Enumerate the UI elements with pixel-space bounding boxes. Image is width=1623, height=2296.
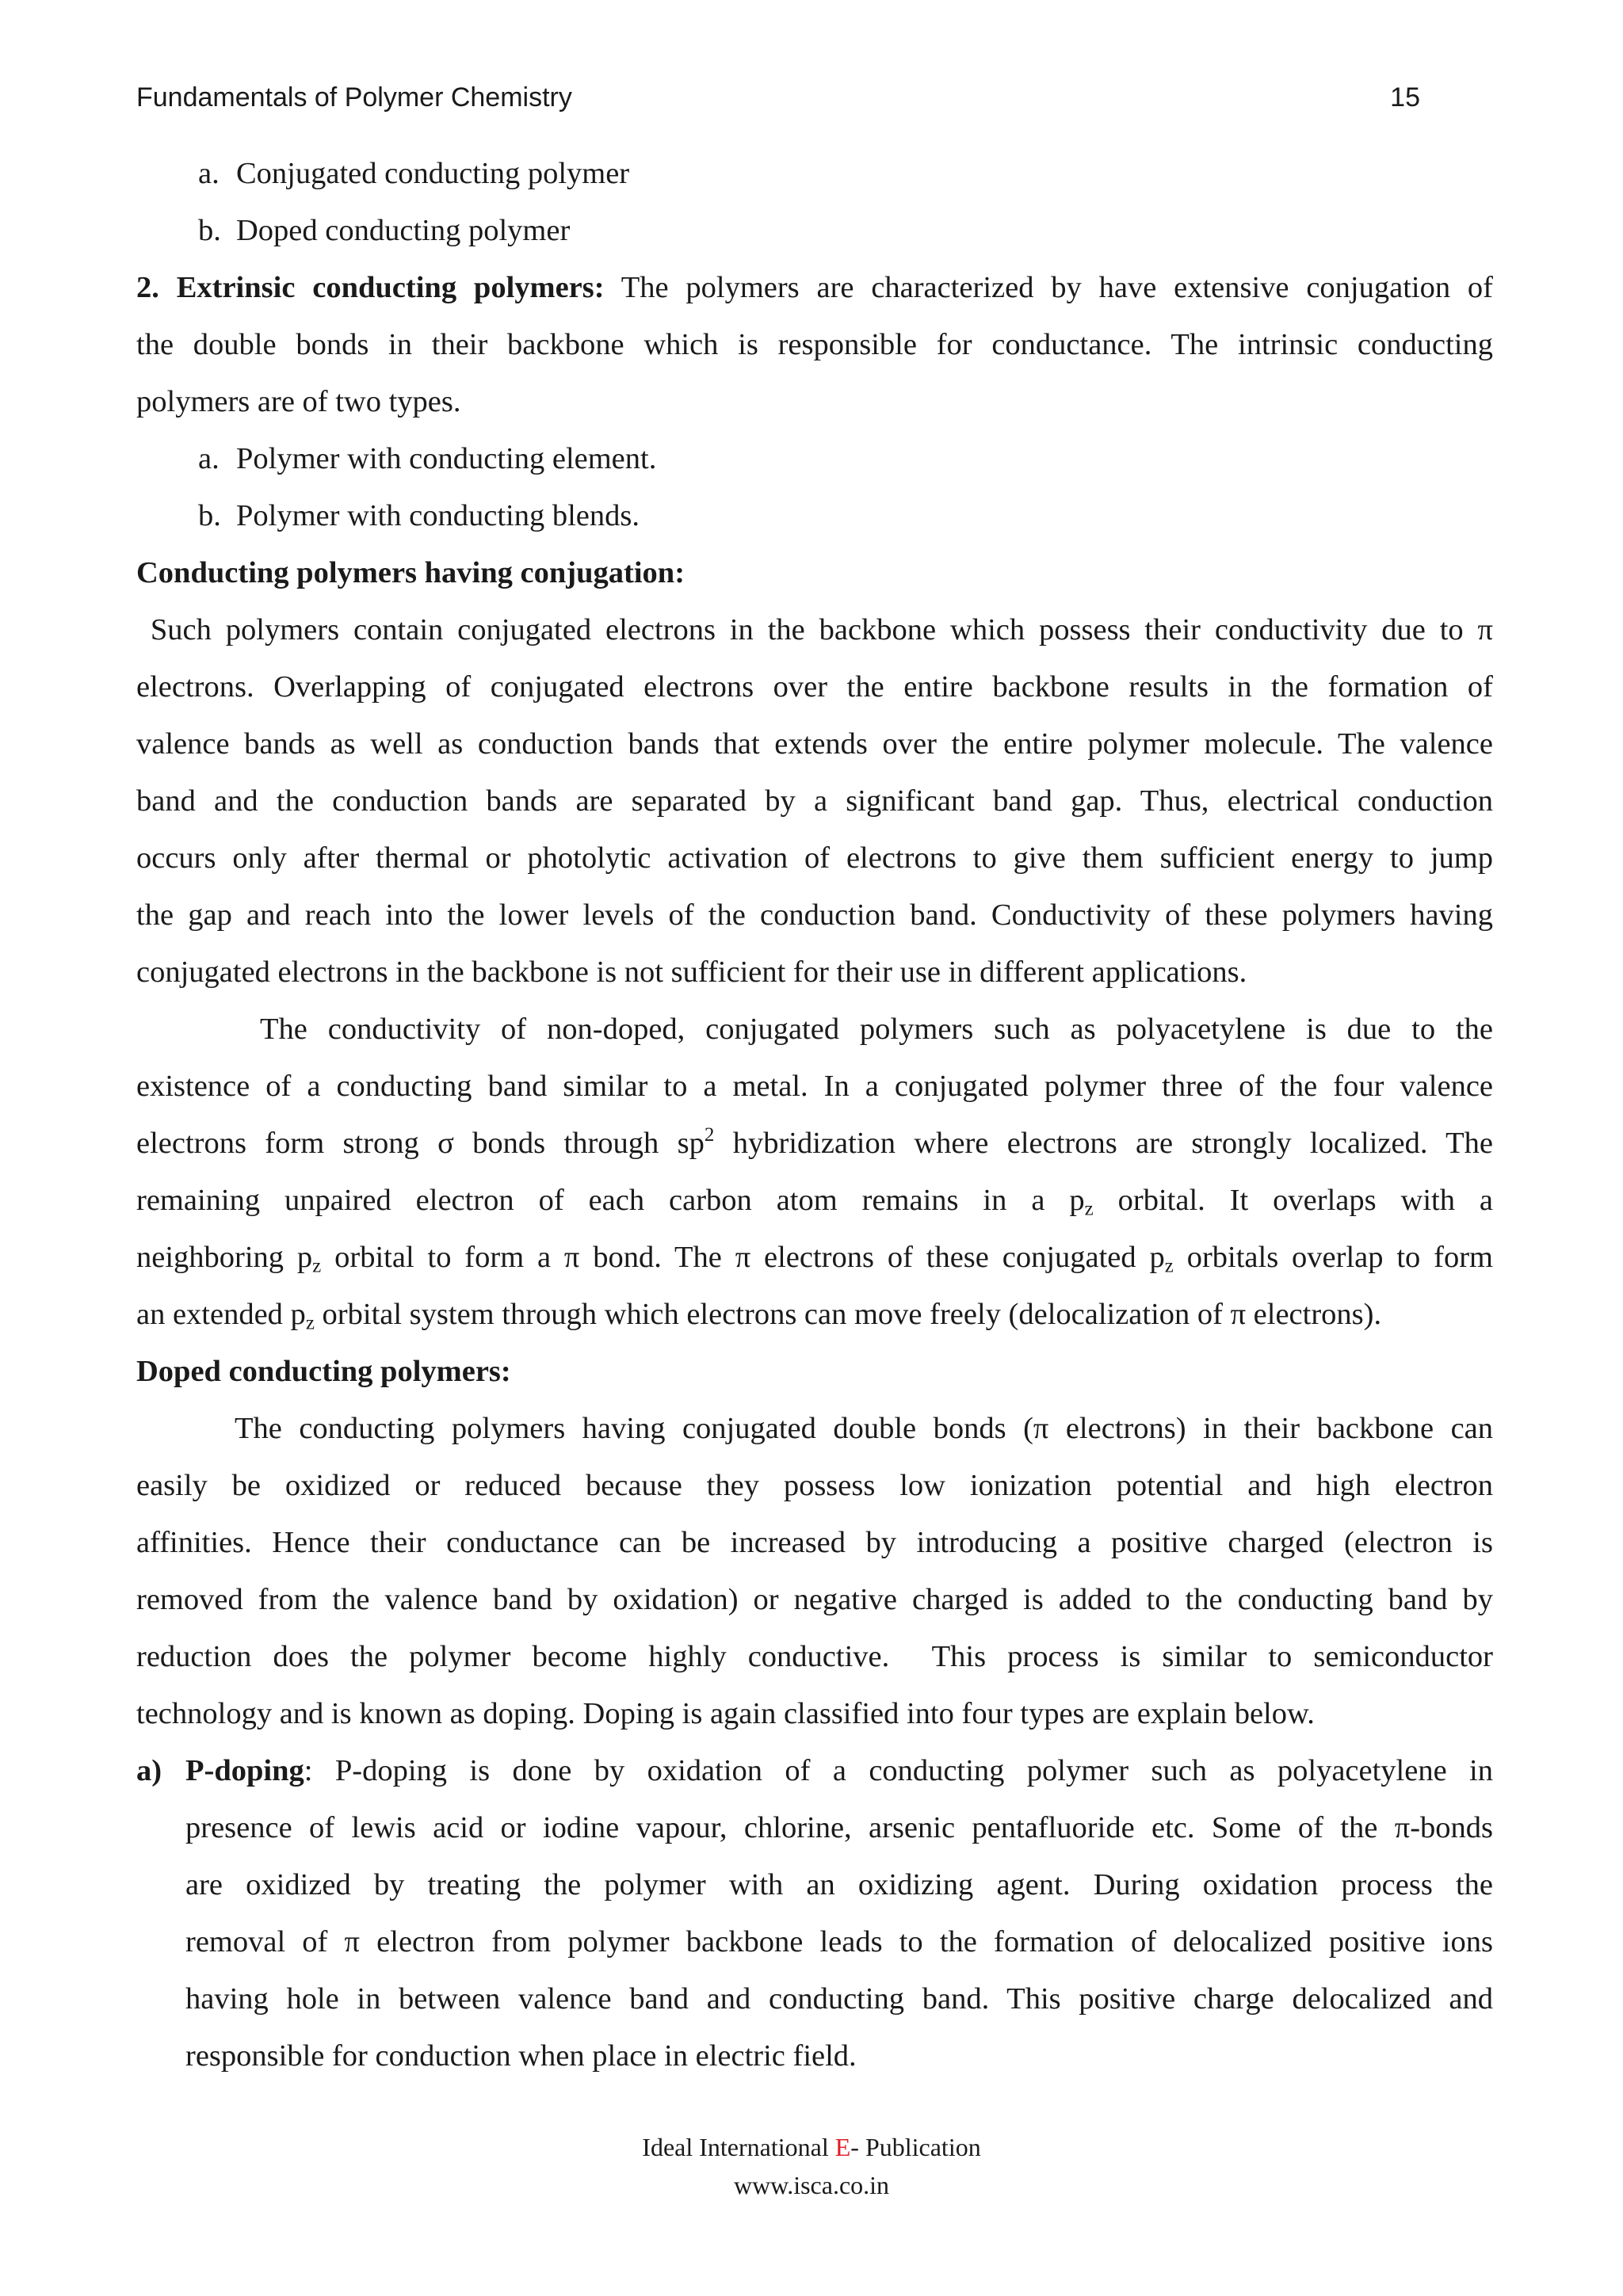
subscript: z [1084, 1198, 1094, 1220]
paragraph-line: removed from the valence band by oxidation) or negative charged is added to the conducting band by [136, 1583, 1493, 1616]
paragraph-line: reduction does the polymer become highly conductive. This process is similar to semiconductor [136, 1640, 1493, 1673]
paragraph-line [136, 1286, 1493, 1343]
list-marker: a) [136, 1754, 162, 1787]
paragraph-line: existence of a conducting band similar to a metal. In a conjugated polymer three of the four valence [136, 1070, 1493, 1103]
list-item [136, 145, 1493, 202]
paragraph-line: The conductivity of non-doped, conjugated polymers such as polyacetylene is due to the [260, 1013, 1493, 1046]
paragraph-line [136, 259, 1493, 316]
publisher-e-letter: E [834, 2133, 851, 2161]
list-item [136, 430, 1493, 487]
paragraph-line: having hole in between valence band and conducting band. This positive charge delocalized and [185, 1982, 1493, 2016]
text-span: orbitals overlap to form [1173, 1241, 1493, 1274]
list-marker: a. [198, 442, 220, 475]
paragraph-line: band and the conduction bands are separated by a significant band gap. Thus, electrical conduction [136, 784, 1493, 818]
paragraph-line: presence of lewis acid or iodine vapour, chlorine, arsenic pentafluoride etc. Some of the π-bonds [185, 1811, 1493, 1844]
page-header [136, 78, 1420, 117]
term: P-doping [185, 1754, 304, 1787]
paragraph-line [136, 1115, 1493, 1172]
heading-text: Conducting polymers having conjugation: [136, 556, 685, 589]
paragraph-line: removal of π electron from polymer backbone leads to the formation of delocalized positive ions [185, 1925, 1493, 1958]
list-item-text: Polymer with conducting element. [236, 442, 657, 475]
paragraph-line: affinities. Hence their conductance can be increased by introducing a positive charged (electron is [136, 1526, 1493, 1559]
text-span: hybridization where electrons are strongly localized. The [714, 1127, 1493, 1160]
paragraph-line: easily be oxidized or reduced because they possess low ionization potential and high electron [136, 1469, 1493, 1502]
subscript: z [305, 1312, 315, 1334]
paragraph-line: The conducting polymers having conjugated double bonds (π electrons) in their backbone can [235, 1412, 1493, 1445]
paragraph-line: responsible for conduction when place in electric field. [185, 2039, 857, 2073]
text-span: an extended p [136, 1298, 306, 1331]
page-footer [0, 2128, 1623, 2204]
page-body [136, 145, 1493, 2084]
paragraph-line [136, 1229, 1493, 1286]
text-span: - Publication [850, 2133, 981, 2161]
list-item [136, 1742, 1493, 1799]
text-span: orbital system through which electrons can move freely (delocalization of π electrons). [314, 1298, 1382, 1331]
text-span: The polymers are characterized by have extensive conjugation of [621, 271, 1493, 304]
text-span: Ideal International [642, 2133, 835, 2161]
text-span: remaining unpaired electron of each carbon atom remains in a p [136, 1184, 1085, 1217]
section-heading [136, 1343, 1493, 1400]
paragraph-line: Such polymers contain conjugated electrons in the backbone which possess their conductivity due to π [136, 613, 1493, 646]
paragraph-line: occurs only after thermal or photolytic activation of electrons to give them sufficient energy to jump [136, 841, 1493, 875]
list-item [136, 487, 1493, 544]
text-span: orbital. It overlaps with a [1093, 1184, 1494, 1217]
paragraph-line: polymers are of two types. [136, 385, 461, 418]
subscript: z [1164, 1255, 1174, 1277]
text-span: neighboring p [136, 1241, 313, 1274]
paragraph-line: technology and is known as doping. Doping is again classified into four types are explain below. [136, 1697, 1315, 1730]
text-span: : P-doping is done by oxidation of a conducting polymer such as polyacetylene in [304, 1754, 1493, 1787]
paragraph-line: the double bonds in their backbone which is responsible for conductance. The intrinsic conducting [136, 328, 1493, 361]
list-marker: a. [198, 157, 220, 190]
section-heading: 2. Extrinsic conducting polymers: [136, 271, 605, 304]
text-span: electrons form strong σ bonds through sp [136, 1127, 705, 1160]
paragraph-line: valence bands as well as conduction bands that extends over the entire polymer molecule. The valence [136, 727, 1493, 761]
subscript: z [312, 1255, 322, 1277]
section-heading [136, 544, 1493, 601]
list-marker: b. [198, 499, 221, 532]
page-number: 15 [1390, 82, 1420, 113]
paragraph-line: are oxidized by treating the polymer with an oxidizing agent. During oxidation process the [185, 1868, 1493, 1901]
publisher-name [0, 2128, 1623, 2166]
list-item-text: Doped conducting polymer [236, 214, 571, 247]
paragraph-line: conjugated electrons in the backbone is not sufficient for their use in different applications. [136, 955, 1247, 989]
list-item-text: Polymer with conducting blends. [236, 499, 640, 532]
paragraph-line: the gap and reach into the lower levels of the conduction band. Conductivity of these polymers having [136, 898, 1493, 932]
superscript: 2 [704, 1124, 715, 1146]
list-item [136, 202, 1493, 259]
text-span: orbital to form a π bond. The π electrons of these conjugated p [321, 1241, 1165, 1274]
book-title: Fundamentals of Polymer Chemistry [136, 82, 572, 113]
heading-text: Doped conducting polymers: [136, 1355, 511, 1388]
paragraph-line: electrons. Overlapping of conjugated electrons over the entire backbone results in the formation of [136, 670, 1493, 704]
publisher-url: www.isca.co.in [733, 2171, 890, 2199]
paragraph-line [136, 1172, 1493, 1229]
list-item-text: Conjugated conducting polymer [236, 157, 630, 190]
list-marker: b. [198, 214, 221, 247]
